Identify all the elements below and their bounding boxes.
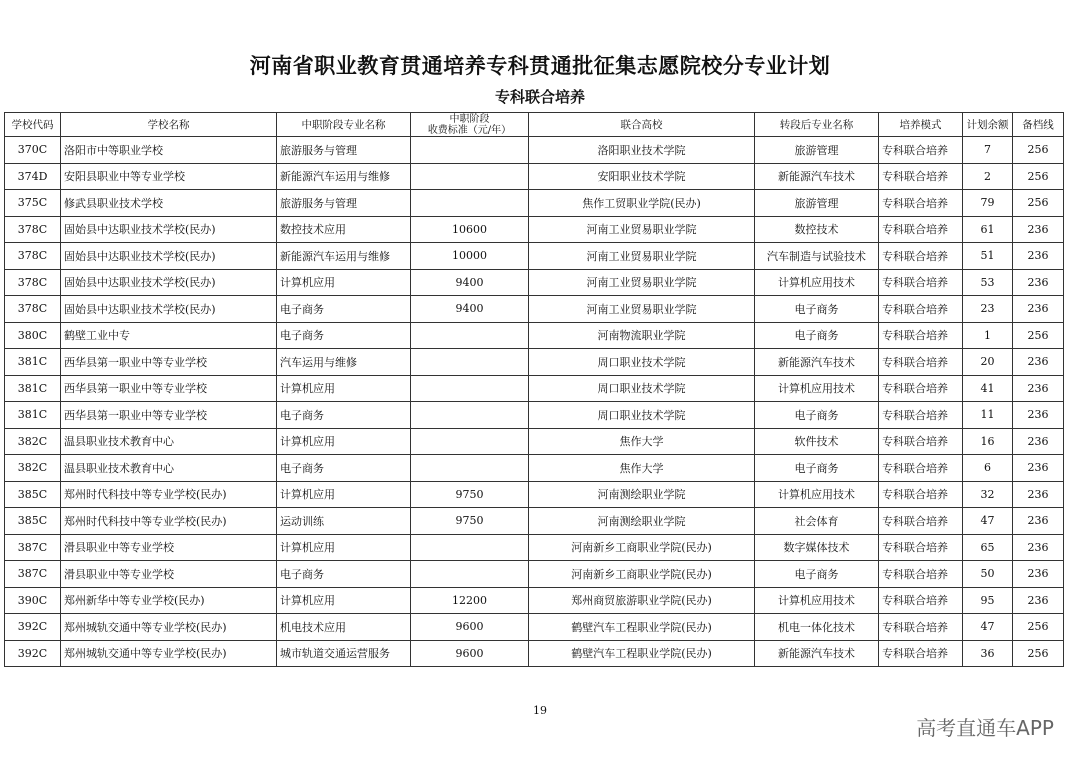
fee-cell — [411, 534, 529, 561]
cutoff-line-cell: 236 — [1013, 243, 1064, 270]
remaining-quota-cell: 51 — [963, 243, 1013, 270]
remaining-quota-cell: 41 — [963, 375, 1013, 402]
table-row — [5, 508, 1064, 535]
training-mode-cell: 专科联合培养 — [879, 561, 963, 588]
partner-college-cell: 洛阳职业技术学院 — [529, 137, 755, 164]
fee-cell: 10600 — [411, 216, 529, 243]
cutoff-line-cell: 236 — [1013, 216, 1064, 243]
new-major-cell: 计算机应用技术 — [755, 375, 879, 402]
fee-cell — [411, 163, 529, 190]
school-code-cell: 387C — [5, 561, 61, 588]
new-major-cell: 计算机应用技术 — [755, 587, 879, 614]
new-major-cell: 机电一体化技术 — [755, 614, 879, 641]
cutoff-line-cell: 256 — [1013, 190, 1064, 217]
table-row — [5, 640, 1064, 667]
school-code-cell: 382C — [5, 455, 61, 482]
fee-cell: 9400 — [411, 269, 529, 296]
cutoff-line-cell: 236 — [1013, 561, 1064, 588]
table-row — [5, 163, 1064, 190]
cutoff-line-cell: 256 — [1013, 137, 1064, 164]
training-mode-cell: 专科联合培养 — [879, 534, 963, 561]
cutoff-line-cell: 256 — [1013, 322, 1064, 349]
secondary-major-cell: 电子商务 — [277, 561, 411, 588]
secondary-major-cell: 计算机应用 — [277, 481, 411, 508]
header-fee-line2: 收费标准（元/年） — [427, 124, 512, 136]
new-major-cell: 电子商务 — [755, 455, 879, 482]
fee-cell — [411, 402, 529, 429]
remaining-quota-cell: 36 — [963, 640, 1013, 667]
school-code-cell: 390C — [5, 587, 61, 614]
school-name-cell: 郑州新华中等专业学校(民办) — [61, 587, 277, 614]
fee-cell: 10000 — [411, 243, 529, 270]
header-training-mode: 培养模式 — [879, 113, 963, 137]
school-code-cell: 392C — [5, 614, 61, 641]
table-row — [5, 137, 1064, 164]
header-school-name: 学校名称 — [61, 113, 277, 137]
remaining-quota-cell: 20 — [963, 349, 1013, 376]
remaining-quota-cell: 6 — [963, 455, 1013, 482]
header-fee-line1: 中职阶段 — [449, 113, 490, 125]
partner-college-cell: 周口职业技术学院 — [529, 402, 755, 429]
secondary-major-cell: 机电技术应用 — [277, 614, 411, 641]
secondary-major-cell: 计算机应用 — [277, 587, 411, 614]
partner-college-cell: 河南工业贸易职业学院 — [529, 216, 755, 243]
secondary-major-cell: 电子商务 — [277, 296, 411, 323]
cutoff-line-cell: 236 — [1013, 455, 1064, 482]
fee-cell: 9400 — [411, 296, 529, 323]
table-row — [5, 269, 1064, 296]
fee-cell — [411, 455, 529, 482]
partner-college-cell: 河南工业贸易职业学院 — [529, 243, 755, 270]
table-row — [5, 428, 1064, 455]
training-mode-cell: 专科联合培养 — [879, 508, 963, 535]
cutoff-line-cell: 236 — [1013, 269, 1064, 296]
training-mode-cell: 专科联合培养 — [879, 163, 963, 190]
fee-cell — [411, 375, 529, 402]
partner-college-cell: 鹤壁汽车工程职业学院(民办) — [529, 640, 755, 667]
table-row — [5, 402, 1064, 429]
school-name-cell: 固始县中达职业技术学校(民办) — [61, 269, 277, 296]
training-mode-cell: 专科联合培养 — [879, 614, 963, 641]
secondary-major-cell: 计算机应用 — [277, 534, 411, 561]
table-row — [5, 243, 1064, 270]
school-name-cell: 温县职业技术教育中心 — [61, 455, 277, 482]
school-name-cell: 滑县职业中等专业学校 — [61, 534, 277, 561]
secondary-major-cell: 电子商务 — [277, 402, 411, 429]
school-name-cell: 洛阳市中等职业学校 — [61, 137, 277, 164]
school-name-cell: 西华县第一职业中等专业学校 — [61, 349, 277, 376]
header-remaining-quota: 计划余额 — [963, 113, 1013, 137]
new-major-cell: 汽车制造与试验技术 — [755, 243, 879, 270]
training-mode-cell: 专科联合培养 — [879, 375, 963, 402]
secondary-major-cell: 计算机应用 — [277, 375, 411, 402]
remaining-quota-cell: 95 — [963, 587, 1013, 614]
secondary-major-cell: 旅游服务与管理 — [277, 190, 411, 217]
header-cutoff-line: 备档线 — [1013, 113, 1064, 137]
fee-cell — [411, 190, 529, 217]
new-major-cell: 计算机应用技术 — [755, 269, 879, 296]
school-code-cell: 378C — [5, 243, 61, 270]
partner-college-cell: 河南工业贸易职业学院 — [529, 296, 755, 323]
remaining-quota-cell: 79 — [963, 190, 1013, 217]
secondary-major-cell: 计算机应用 — [277, 269, 411, 296]
watermark-text: 高考直通车APP — [916, 716, 1054, 740]
partner-college-cell: 周口职业技术学院 — [529, 375, 755, 402]
secondary-major-cell: 新能源汽车运用与维修 — [277, 163, 411, 190]
training-mode-cell: 专科联合培养 — [879, 296, 963, 323]
training-mode-cell: 专科联合培养 — [879, 322, 963, 349]
new-major-cell: 软件技术 — [755, 428, 879, 455]
new-major-cell: 数字媒体技术 — [755, 534, 879, 561]
table-row — [5, 614, 1064, 641]
school-code-cell: 370C — [5, 137, 61, 164]
table-row — [5, 190, 1064, 217]
page-number: 19 — [533, 704, 547, 717]
table-row — [5, 322, 1064, 349]
fee-cell — [411, 322, 529, 349]
school-name-cell: 郑州城轨交通中等专业学校(民办) — [61, 614, 277, 641]
cutoff-line-cell: 236 — [1013, 349, 1064, 376]
school-code-cell: 385C — [5, 481, 61, 508]
header-secondary-major: 中职阶段专业名称 — [277, 113, 411, 137]
training-mode-cell: 专科联合培养 — [879, 349, 963, 376]
remaining-quota-cell: 2 — [963, 163, 1013, 190]
secondary-major-cell: 数控技术应用 — [277, 216, 411, 243]
training-mode-cell: 专科联合培养 — [879, 137, 963, 164]
new-major-cell: 新能源汽车技术 — [755, 349, 879, 376]
remaining-quota-cell: 7 — [963, 137, 1013, 164]
fee-cell: 9600 — [411, 640, 529, 667]
fee-cell — [411, 561, 529, 588]
fee-cell: 9600 — [411, 614, 529, 641]
new-major-cell: 数控技术 — [755, 216, 879, 243]
table-row — [5, 481, 1064, 508]
cutoff-line-cell: 236 — [1013, 402, 1064, 429]
new-major-cell: 电子商务 — [755, 402, 879, 429]
cutoff-line-cell: 236 — [1013, 481, 1064, 508]
partner-college-cell: 焦作工贸职业学院(民办) — [529, 190, 755, 217]
cutoff-line-cell: 236 — [1013, 428, 1064, 455]
table-row — [5, 534, 1064, 561]
cutoff-line-cell: 236 — [1013, 534, 1064, 561]
school-code-cell: 381C — [5, 349, 61, 376]
cutoff-line-cell: 236 — [1013, 296, 1064, 323]
fee-cell — [411, 349, 529, 376]
new-major-cell: 电子商务 — [755, 322, 879, 349]
remaining-quota-cell: 47 — [963, 508, 1013, 535]
partner-college-cell: 郑州商贸旅游职业学院(民办) — [529, 587, 755, 614]
school-name-cell: 固始县中达职业技术学校(民办) — [61, 216, 277, 243]
remaining-quota-cell: 11 — [963, 402, 1013, 429]
school-code-cell: 375C — [5, 190, 61, 217]
fee-cell — [411, 428, 529, 455]
remaining-quota-cell: 47 — [963, 614, 1013, 641]
document-subtitle: 专科联合培养 — [494, 88, 585, 106]
training-mode-cell: 专科联合培养 — [879, 587, 963, 614]
school-name-cell: 郑州时代科技中等专业学校(民办) — [61, 508, 277, 535]
table-row — [5, 455, 1064, 482]
school-name-cell: 修武县职业技术学校 — [61, 190, 277, 217]
partner-college-cell: 河南工业贸易职业学院 — [529, 269, 755, 296]
school-code-cell: 387C — [5, 534, 61, 561]
new-major-cell: 旅游管理 — [755, 190, 879, 217]
school-code-cell: 380C — [5, 322, 61, 349]
remaining-quota-cell: 23 — [963, 296, 1013, 323]
secondary-major-cell: 汽车运用与维修 — [277, 349, 411, 376]
header-partner-college: 联合高校 — [529, 113, 755, 137]
enrollment-plan-table — [4, 112, 1064, 667]
partner-college-cell: 河南新乡工商职业学院(民办) — [529, 534, 755, 561]
new-major-cell: 电子商务 — [755, 296, 879, 323]
school-code-cell: 381C — [5, 375, 61, 402]
school-code-cell: 382C — [5, 428, 61, 455]
partner-college-cell: 河南测绘职业学院 — [529, 481, 755, 508]
secondary-major-cell: 计算机应用 — [277, 428, 411, 455]
remaining-quota-cell: 53 — [963, 269, 1013, 296]
remaining-quota-cell: 32 — [963, 481, 1013, 508]
partner-college-cell: 安阳职业技术学院 — [529, 163, 755, 190]
partner-college-cell: 鹤壁汽车工程职业学院(民办) — [529, 614, 755, 641]
school-name-cell: 西华县第一职业中等专业学校 — [61, 402, 277, 429]
new-major-cell: 新能源汽车技术 — [755, 640, 879, 667]
fee-cell: 9750 — [411, 508, 529, 535]
new-major-cell: 社会体育 — [755, 508, 879, 535]
training-mode-cell: 专科联合培养 — [879, 190, 963, 217]
remaining-quota-cell: 16 — [963, 428, 1013, 455]
school-code-cell: 381C — [5, 402, 61, 429]
training-mode-cell: 专科联合培养 — [879, 269, 963, 296]
secondary-major-cell: 城市轨道交通运营服务 — [277, 640, 411, 667]
partner-college-cell: 焦作大学 — [529, 428, 755, 455]
fee-cell — [411, 137, 529, 164]
training-mode-cell: 专科联合培养 — [879, 243, 963, 270]
table-row — [5, 561, 1064, 588]
school-name-cell: 温县职业技术教育中心 — [61, 428, 277, 455]
cutoff-line-cell: 236 — [1013, 587, 1064, 614]
secondary-major-cell: 运动训练 — [277, 508, 411, 535]
cutoff-line-cell: 236 — [1013, 508, 1064, 535]
remaining-quota-cell: 61 — [963, 216, 1013, 243]
training-mode-cell: 专科联合培养 — [879, 216, 963, 243]
secondary-major-cell: 电子商务 — [277, 455, 411, 482]
header-new-major: 转段后专业名称 — [755, 113, 879, 137]
school-name-cell: 固始县中达职业技术学校(民办) — [61, 243, 277, 270]
table-row — [5, 296, 1064, 323]
school-code-cell: 385C — [5, 508, 61, 535]
partner-college-cell: 河南新乡工商职业学院(民办) — [529, 561, 755, 588]
fee-cell: 9750 — [411, 481, 529, 508]
fee-cell: 12200 — [411, 587, 529, 614]
header-fee — [411, 113, 529, 137]
remaining-quota-cell: 1 — [963, 322, 1013, 349]
cutoff-line-cell: 236 — [1013, 375, 1064, 402]
cutoff-line-cell: 256 — [1013, 640, 1064, 667]
school-name-cell: 固始县中达职业技术学校(民办) — [61, 296, 277, 323]
training-mode-cell: 专科联合培养 — [879, 402, 963, 429]
partner-college-cell: 河南测绘职业学院 — [529, 508, 755, 535]
school-name-cell: 鹤壁工业中专 — [61, 322, 277, 349]
new-major-cell: 电子商务 — [755, 561, 879, 588]
partner-college-cell: 焦作大学 — [529, 455, 755, 482]
table-row — [5, 349, 1064, 376]
cutoff-line-cell: 256 — [1013, 163, 1064, 190]
table-row — [5, 216, 1064, 243]
secondary-major-cell: 旅游服务与管理 — [277, 137, 411, 164]
training-mode-cell: 专科联合培养 — [879, 455, 963, 482]
school-name-cell: 西华县第一职业中等专业学校 — [61, 375, 277, 402]
school-code-cell: 374D — [5, 163, 61, 190]
school-code-cell: 378C — [5, 269, 61, 296]
cutoff-line-cell: 256 — [1013, 614, 1064, 641]
header-school-code: 学校代码 — [5, 113, 61, 137]
training-mode-cell: 专科联合培养 — [879, 481, 963, 508]
school-name-cell: 安阳县职业中等专业学校 — [61, 163, 277, 190]
partner-college-cell: 周口职业技术学院 — [529, 349, 755, 376]
training-mode-cell: 专科联合培养 — [879, 640, 963, 667]
document-title: 河南省职业教育贯通培养专科贯通批征集志愿院校分专业计划 — [249, 54, 831, 78]
new-major-cell: 计算机应用技术 — [755, 481, 879, 508]
table-row — [5, 375, 1064, 402]
new-major-cell: 新能源汽车技术 — [755, 163, 879, 190]
school-name-cell: 郑州时代科技中等专业学校(民办) — [61, 481, 277, 508]
school-name-cell: 郑州城轨交通中等专业学校(民办) — [61, 640, 277, 667]
school-name-cell: 滑县职业中等专业学校 — [61, 561, 277, 588]
partner-college-cell: 河南物流职业学院 — [529, 322, 755, 349]
remaining-quota-cell: 65 — [963, 534, 1013, 561]
training-mode-cell: 专科联合培养 — [879, 428, 963, 455]
table-row — [5, 587, 1064, 614]
school-code-cell: 378C — [5, 216, 61, 243]
secondary-major-cell: 电子商务 — [277, 322, 411, 349]
secondary-major-cell: 新能源汽车运用与维修 — [277, 243, 411, 270]
school-code-cell: 378C — [5, 296, 61, 323]
new-major-cell: 旅游管理 — [755, 137, 879, 164]
table-header-row — [5, 113, 1064, 137]
remaining-quota-cell: 50 — [963, 561, 1013, 588]
school-code-cell: 392C — [5, 640, 61, 667]
